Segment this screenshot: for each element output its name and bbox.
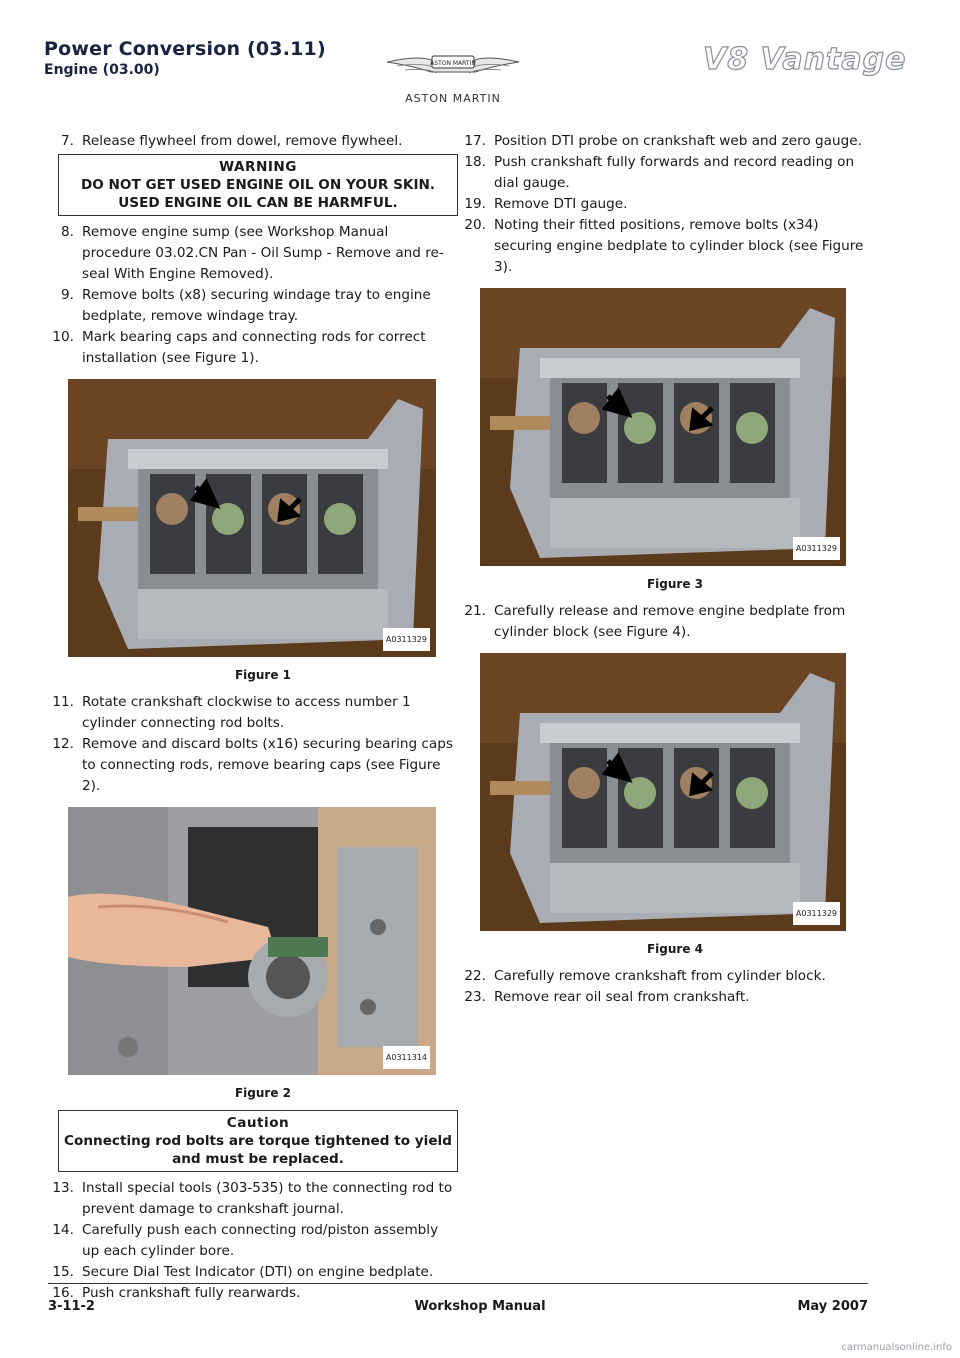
warning-line-1: DO NOT GET USED ENGINE OIL ON YOUR SKIN. <box>80 177 436 193</box>
figure-3-ref: A0311329 <box>793 537 840 560</box>
step-22: 22. Carefully remove crankshaft from cylinder block. <box>464 968 826 984</box>
step-10: 10. Mark bearing caps and connecting rods for correct installation (see Figure 1). <box>52 329 426 366</box>
step-14: 14. Carefully push each connecting rod/piston assembly up each cylinder bore. <box>52 1222 439 1259</box>
section-title: Power Conversion (03.11) <box>44 38 326 60</box>
step-19: 19. Remove DTI gauge. <box>464 196 628 212</box>
figure-2-ref: A0311314 <box>383 1046 430 1069</box>
brand-text: ASTON MARTIN <box>405 92 501 105</box>
caution-heading: Caution <box>226 1115 290 1131</box>
warning-box <box>58 154 458 216</box>
step-16: 16. Push crankshaft fully rearwards. <box>52 1285 301 1301</box>
warning-heading: WARNING <box>219 159 297 175</box>
watermark: carmanualsonline.info <box>841 1342 952 1353</box>
step-20: 20. Noting their fitted positions, remove bolts (x34) securing engine bedplate to cylinder block (see Figure 3). <box>464 217 864 275</box>
manual-title: Workshop Manual <box>414 1299 546 1314</box>
step-7: 7. Release flywheel from dowel, remove flywheel. <box>61 133 403 149</box>
publication-date: May 2007 <box>797 1299 868 1314</box>
figure-3-caption: Figure 3 <box>646 577 704 591</box>
figure-4-ref: A0311329 <box>793 902 840 925</box>
model-logo: V8 Vantage <box>703 42 907 77</box>
step-18: 18. Push crankshaft fully forwards and record reading on dial gauge. <box>464 154 855 191</box>
step-15: 15. Secure Dial Test Indicator (DTI) on engine bedplate. <box>52 1264 434 1280</box>
figure-3-photo <box>480 288 846 566</box>
footer-rule <box>48 1283 868 1284</box>
figure-2-caption: Figure 2 <box>234 1086 292 1100</box>
caution-text: Connecting rod bolts are torque tightened to yield and must be replaced. <box>64 1133 452 1167</box>
figure-4-caption: Figure 4 <box>646 942 704 956</box>
step-23: 23. Remove rear oil seal from crankshaft. <box>464 989 750 1005</box>
figure-1-ref: A0311329 <box>383 628 430 651</box>
page-number: 3-11-2 <box>48 1299 95 1314</box>
left-column <box>48 131 458 1304</box>
figure-1-photo <box>68 379 436 657</box>
step-8: 8. Remove engine sump (see Workshop Manual procedure 03.02.CN Pan - Oil Sump - Remove and re-seal With Engine Removed). <box>61 224 444 282</box>
figure-4-photo <box>480 653 846 931</box>
step-9: 9. Remove bolts (x8) securing windage tray to engine bedplate, remove windage tray. <box>61 287 431 324</box>
warning-line-2: USED ENGINE OIL CAN BE HARMFUL. <box>118 195 398 211</box>
step-13: 13. Install special tools (303-535) to the connecting rod to prevent damage to crankshaft journal. <box>52 1180 453 1217</box>
step-17: 17. Position DTI probe on crankshaft web and zero gauge. <box>464 133 862 149</box>
step-21: 21. Carefully release and remove engine bedplate from cylinder block (see Figure 4). <box>464 603 846 640</box>
right-column <box>460 131 870 1008</box>
step-12: 12. Remove and discard bolts (x16) securing bearing caps to connecting rods, remove bearing caps (see Figure 2). <box>52 736 453 794</box>
figure-2-photo <box>68 807 436 1075</box>
step-11: 11. Rotate crankshaft clockwise to access number 1 cylinder connecting rod bolts. <box>52 694 411 731</box>
caution-box <box>58 1110 458 1172</box>
svg-text:ASTON MARTIN: ASTON MARTIN <box>430 60 476 67</box>
section-subtitle: Engine (03.00) <box>44 62 160 78</box>
figure-1-caption: Figure 1 <box>234 668 292 682</box>
